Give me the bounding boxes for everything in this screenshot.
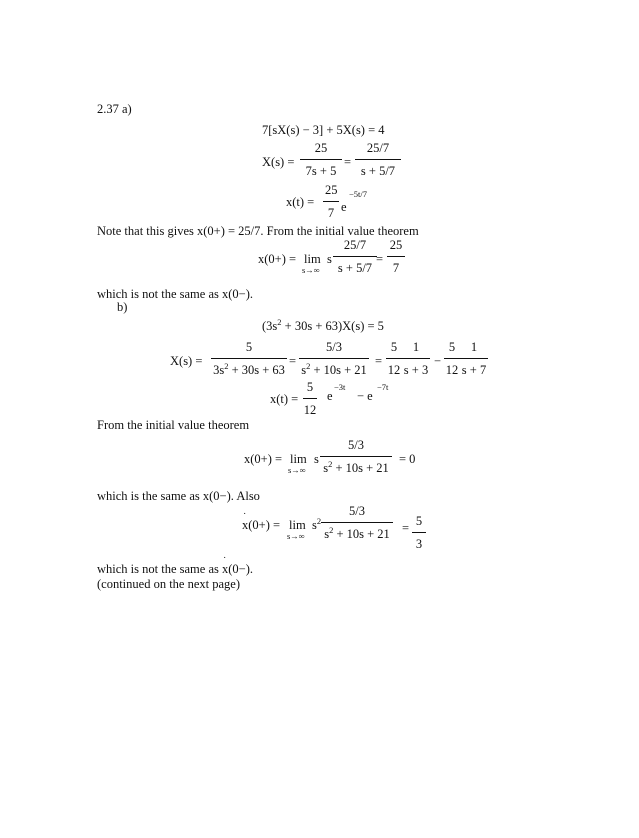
equation-a3-lhs: x(t) =	[286, 195, 315, 209]
fraction-b2-5	[444, 340, 460, 378]
den-a: s	[324, 527, 330, 541]
denominator: 12	[303, 403, 317, 417]
denominator	[211, 359, 287, 378]
dotted-x: ˙ x	[242, 519, 248, 532]
exponent-2: −7t	[377, 382, 389, 392]
den-sup: 2	[329, 525, 334, 535]
same-line: which is the same as x(0−). Also	[97, 489, 260, 503]
fraction-a3	[323, 183, 339, 221]
denominator: s + 5/7	[360, 164, 396, 178]
exponential-e1: e	[327, 389, 333, 403]
denominator: 12	[387, 363, 401, 377]
den-sup: 2	[306, 361, 311, 371]
den-a: 3s	[213, 363, 225, 377]
den-a: s	[323, 461, 329, 475]
ivt-line: From the initial value theorem	[97, 418, 250, 432]
lhs-rest: (0+) =	[248, 518, 281, 532]
eq-b1-post: + 30s + 63)X(s) = 5	[281, 319, 384, 333]
numerator: 5	[448, 340, 456, 354]
den-sup: 2	[328, 459, 333, 469]
fraction-b2-4	[402, 340, 430, 378]
equation-b3-lhs: x(t) =	[270, 392, 299, 406]
equals-sign: =	[375, 354, 383, 368]
minus-sign: −	[434, 354, 442, 368]
den-b: + 10s + 21	[333, 527, 390, 541]
numerator: 25/7	[366, 141, 390, 155]
denominator: 7	[327, 206, 335, 220]
variable-s-squared	[312, 516, 322, 532]
equals-sign: =	[289, 354, 297, 368]
fraction-a4-2	[387, 238, 405, 276]
limit-operator: lim	[290, 452, 307, 466]
fraction-b3	[303, 380, 317, 418]
variable-s: s	[314, 452, 319, 466]
variable-s: s	[327, 252, 332, 266]
denominator: 7	[392, 261, 400, 275]
equals-sign: =	[402, 521, 410, 535]
limit-subscript: s→∞	[287, 531, 305, 541]
conclusion-a: which is not the same as x(0−).	[97, 287, 253, 301]
denominator: s + 5/7	[337, 261, 373, 275]
numerator: 5	[306, 380, 314, 394]
den-b: + 10s + 21	[332, 461, 389, 475]
fraction-b2-3	[386, 340, 402, 378]
fraction-b2-1	[211, 340, 287, 378]
fraction-a2-1	[300, 141, 342, 179]
limit-operator: lim	[289, 518, 306, 532]
problem-label: 2.37 a)	[97, 102, 132, 116]
denominator	[320, 457, 392, 476]
numerator: 1	[470, 340, 478, 354]
numerator: 5	[245, 340, 253, 354]
denominator: 12	[445, 363, 459, 377]
exponent-1: −3t	[334, 382, 346, 392]
den-b: + 30s + 63	[228, 363, 285, 377]
den-b: + 10s + 21	[310, 363, 367, 377]
dotted-x: ˙ x	[222, 563, 228, 576]
fraction-a4-1	[333, 238, 377, 276]
fraction-b5-result	[412, 514, 426, 552]
denominator: s + 3	[403, 363, 429, 377]
minus-e2: − e	[357, 389, 373, 403]
fraction-b5	[321, 504, 393, 542]
den-sup: 2	[224, 361, 229, 371]
numerator: 25	[389, 238, 403, 252]
part-b-label: b)	[117, 300, 128, 314]
not-same-line	[97, 563, 253, 576]
equation-b4-lhs: x(0+) =	[244, 452, 283, 466]
denominator	[299, 359, 369, 378]
equation-b2-lhs: X(s) =	[170, 354, 203, 368]
equation-a4-lhs: x(0+) =	[258, 252, 297, 266]
s: s	[312, 518, 317, 532]
exponential-e: e	[341, 200, 347, 214]
denominator: 7s + 5	[305, 164, 337, 178]
s-sup: 2	[316, 516, 322, 526]
exponent: −5t/7	[349, 189, 368, 199]
fraction-b4	[320, 438, 392, 476]
numerator: 25/7	[343, 238, 367, 252]
text-post: (0−).	[228, 562, 253, 576]
fraction-a2-2	[355, 141, 401, 179]
equals-sign: =	[344, 155, 352, 169]
denominator: s + 7	[461, 363, 487, 377]
denominator	[321, 523, 393, 542]
equation-a2-lhs: X(s) =	[262, 155, 295, 169]
numerator: 25	[314, 141, 328, 155]
continued-note: (continued on the next page)	[97, 577, 241, 591]
equation-a1: 7[sX(s) − 3] + 5X(s) = 4	[262, 123, 385, 137]
text-pre: which is not the same as	[97, 562, 222, 576]
equals-sign: =	[376, 252, 384, 266]
limit-subscript: s→∞	[302, 265, 320, 275]
numerator: 5	[415, 514, 423, 528]
fraction-b2-2	[299, 340, 369, 378]
fraction-b2-6	[460, 340, 488, 378]
numerator: 1	[412, 340, 420, 354]
denominator: 3	[415, 537, 423, 551]
numerator: 5/3	[326, 340, 342, 354]
equation-b4-rhs: = 0	[399, 452, 416, 466]
numerator: 5/3	[349, 504, 365, 518]
eq-b1-sup: 2	[277, 317, 282, 327]
eq-b1-pre: (3s	[262, 319, 278, 333]
equation-b1	[262, 317, 384, 333]
numerator: 5/3	[348, 438, 364, 452]
numerator: 25	[325, 183, 338, 197]
equation-b5-lhs	[242, 519, 280, 532]
numerator: 5	[390, 340, 398, 354]
limit-subscript: s→∞	[288, 465, 306, 475]
limit-operator: lim	[304, 252, 321, 266]
note-line: Note that this gives x(0+) = 25/7. From the initial value theorem	[97, 224, 419, 238]
den-a: s	[301, 363, 307, 377]
